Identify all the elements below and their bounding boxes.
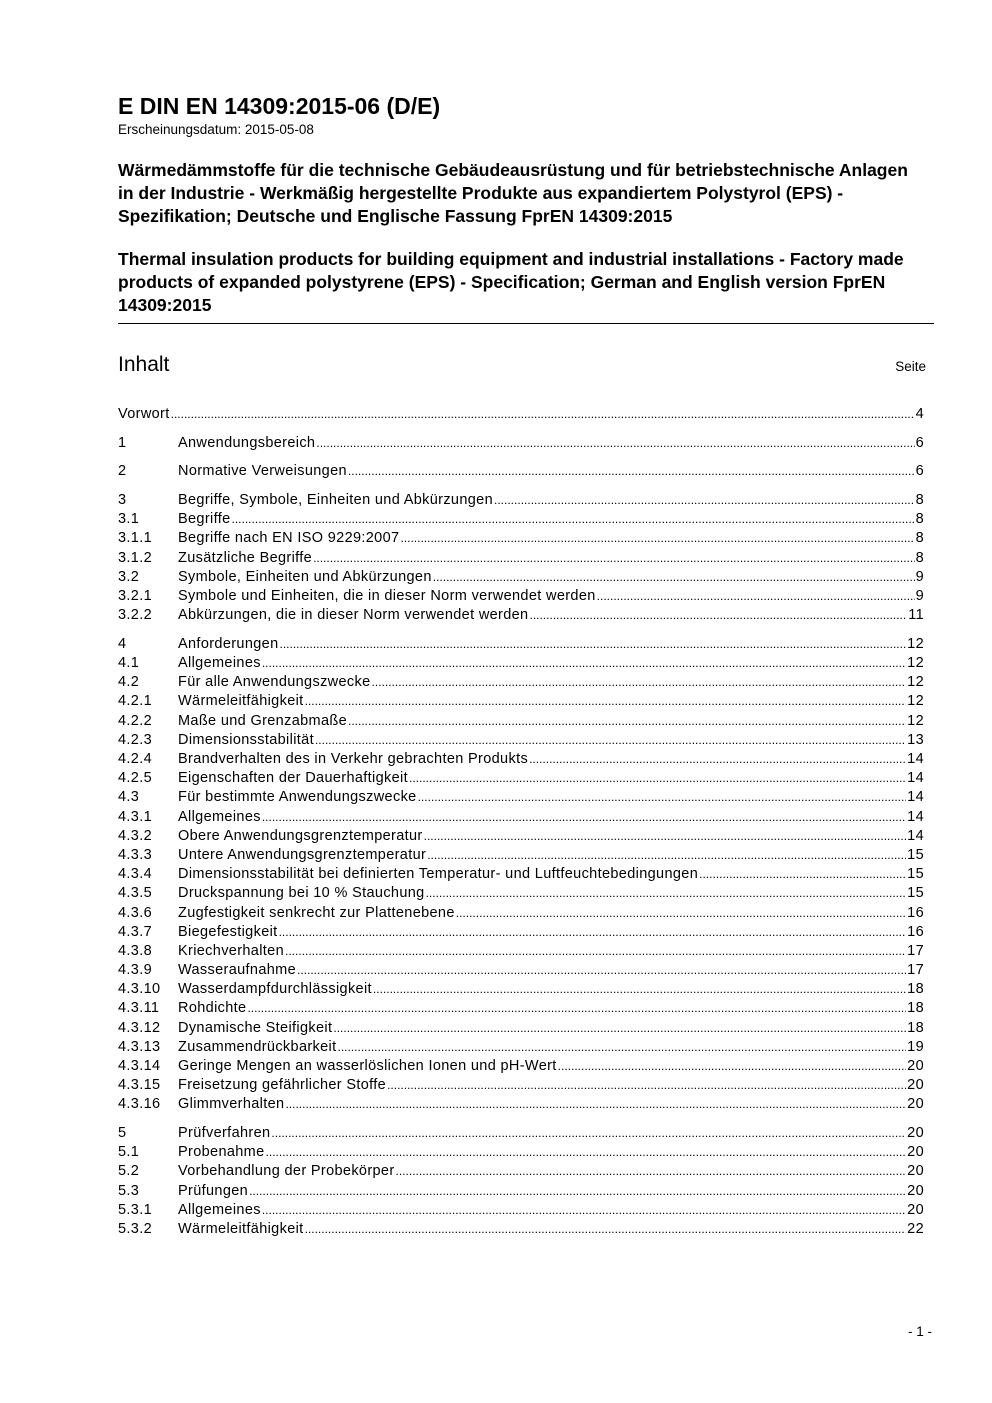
- toc-entry[interactable]: [118, 1183, 924, 1202]
- toc-entry-page: 4: [915, 406, 924, 422]
- toc-entry[interactable]: [118, 492, 924, 511]
- toc-dot-leader: [262, 1202, 906, 1218]
- page-number: - 1 -: [907, 1324, 932, 1339]
- toc-dot-leader: [597, 588, 915, 604]
- toc-entry-number: 4.2.2: [118, 712, 152, 729]
- toc-entry-page: 17: [907, 942, 924, 959]
- toc-entry-number: 4.2.3: [118, 731, 152, 748]
- toc-entry-title: Symbole und Einheiten, die in dieser Norm verwendet werden: [178, 588, 596, 604]
- toc-entry-number: 1: [118, 434, 127, 451]
- toc-entry-title: Obere Anwendungsgrenztemperatur: [178, 827, 423, 844]
- toc-entry-title: Begriffe nach EN ISO 9229:2007: [178, 530, 400, 547]
- toc-entry-page: 20: [907, 1077, 924, 1094]
- toc-entry[interactable]: [118, 943, 924, 962]
- toc-dot-leader: [305, 693, 907, 709]
- toc-entry-number: 4.3.10: [118, 981, 161, 998]
- toc-entry[interactable]: [118, 1096, 924, 1115]
- toc-entry-page: 20: [907, 1058, 924, 1074]
- toc-entry[interactable]: [118, 981, 924, 1000]
- toc-entry-title: Für alle Anwendungszwecke: [178, 674, 371, 691]
- toc-entry-page: 20: [907, 1182, 924, 1199]
- toc-dot-leader: [249, 1183, 906, 1199]
- toc-entry[interactable]: [118, 1221, 924, 1240]
- toc-entry[interactable]: [118, 770, 924, 789]
- toc-entry-number: 5.3.1: [118, 1201, 152, 1218]
- toc-entry-number: 4.2.1: [118, 693, 152, 710]
- toc-entry-number: 4.3.7: [118, 923, 152, 940]
- toc-entry-number: 3: [118, 492, 127, 509]
- toc-entry-page: 18: [907, 1019, 924, 1036]
- toc-entry-title: Wasserdampfdurchlässigkeit: [178, 981, 372, 998]
- toc-entry-title: Abkürzungen, die in dieser Norm verwendet werden: [178, 607, 529, 624]
- toc-entry[interactable]: [118, 569, 924, 588]
- toc-entry-title: Untere Anwendungsgrenztemperatur: [178, 846, 427, 863]
- toc-entry-page: 9: [915, 588, 924, 604]
- toc-entry-page: 16: [907, 904, 924, 921]
- toc-entry-page: 9: [915, 568, 924, 585]
- toc-entry-page: 20: [907, 1163, 924, 1180]
- toc-entry-number: 5.2: [118, 1163, 140, 1180]
- toc-entry[interactable]: [118, 1000, 924, 1019]
- toc-dot-leader: [305, 1221, 907, 1237]
- toc-dot-leader: [426, 885, 907, 901]
- toc-entry[interactable]: [118, 655, 924, 674]
- toc-entry-title: Prüfungen: [178, 1182, 249, 1199]
- toc-entry-number: 2: [118, 463, 127, 480]
- toc-entry[interactable]: [118, 636, 924, 655]
- toc-dot-leader: [271, 1125, 906, 1141]
- toc-entry-number: 4.3.15: [118, 1077, 161, 1094]
- toc-dot-leader: [266, 1144, 907, 1160]
- toc-dot-leader: [494, 492, 915, 508]
- toc-entry-page: 12: [907, 674, 924, 691]
- toc-entry-number: 4.3.5: [118, 885, 152, 902]
- toc-entry[interactable]: [118, 530, 924, 549]
- toc-entry-page: 18: [907, 1000, 924, 1017]
- toc-entry-number: 4.2.4: [118, 751, 152, 767]
- publication-date: Erscheinungsdatum: 2015-05-08: [118, 122, 314, 137]
- toc-entry-number: 4.3.2: [118, 827, 152, 844]
- toc-entry-page: 8: [915, 511, 924, 528]
- toc-entry-number: 4.3.1: [118, 808, 152, 825]
- toc-entry-page: 15: [907, 846, 924, 863]
- toc-entry[interactable]: [118, 713, 924, 732]
- toc-dot-leader: [372, 674, 907, 690]
- toc-dot-leader: [262, 809, 906, 825]
- toc-entry-page: 6: [915, 463, 924, 480]
- toc-entry[interactable]: [118, 751, 924, 770]
- toc-entry-page: 14: [907, 808, 924, 825]
- toc-entry-title: Symbole, Einheiten und Abkürzungen: [178, 568, 432, 585]
- toc-entry-page: 18: [907, 981, 924, 998]
- title-english: Thermal insulation products for building equipment and industrial installations - Factory made products of expanded polystyrene (EPS) - Specification; German and English version FprEN 14309:2015: [118, 249, 904, 315]
- toc-entry-title: Biegefestigkeit: [178, 923, 278, 940]
- toc-entry-number: 4.3.9: [118, 962, 152, 979]
- toc-dot-leader: [409, 770, 906, 786]
- title-german: Wärmedämmstoffe für die technische Gebäudeausrüstung und für betriebstechnische Anlagen in der Industrie - Werkmäßig hergestellte Produkte aus expandiertem Polystyrol (EPS) - Spezifikation; Deutsche und Englische Fassung FprEN 14309:2015: [118, 160, 908, 226]
- toc-dot-leader: [558, 1058, 906, 1074]
- toc-dot-leader: [285, 1096, 906, 1112]
- toc-entry-number: 4.3.6: [118, 904, 152, 921]
- toc-entry[interactable]: [118, 588, 924, 607]
- toc-group: [118, 406, 924, 425]
- toc-dot-leader: [171, 406, 915, 422]
- toc-dot-leader: [348, 463, 915, 479]
- toc-entry-page: 22: [907, 1221, 924, 1237]
- toc-dot-leader: [262, 655, 906, 671]
- toc-entry-number: 4.3.8: [118, 942, 152, 959]
- toc-group: [118, 492, 924, 626]
- toc-dot-leader: [333, 1020, 906, 1036]
- toc-entry-title: Dimensionsstabilität: [178, 731, 314, 748]
- toc-entry[interactable]: [118, 1058, 924, 1077]
- toc-entry-number: 4: [118, 635, 127, 652]
- toc-entry-number: 3.1.1: [118, 530, 152, 547]
- toc-entry-title: Vorwort: [118, 406, 170, 422]
- toc-entry-title: Begriffe, Symbole, Einheiten und Abkürzungen: [178, 492, 494, 509]
- toc-dot-leader: [433, 569, 915, 585]
- toc-entry-title: Geringe Mengen an wasserlöslichen Ionen und pH-Wert: [178, 1058, 557, 1074]
- toc-dot-leader: [348, 713, 906, 729]
- toc-entry[interactable]: [118, 435, 924, 454]
- toc-entry-number: 4.3.12: [118, 1019, 161, 1036]
- toc-entry[interactable]: [118, 866, 924, 885]
- toc-entry[interactable]: [118, 789, 924, 808]
- toc-entry[interactable]: [118, 511, 924, 530]
- toc-entry[interactable]: [118, 1163, 924, 1182]
- toc-entry-title: Wasseraufnahme: [178, 962, 296, 979]
- toc-entry[interactable]: [118, 905, 924, 924]
- toc-entry-number: 4.2.5: [118, 770, 152, 787]
- toc-entry[interactable]: [118, 1144, 924, 1163]
- toc-entry-page: 14: [907, 770, 924, 787]
- toc-entry-title: Glimmverhalten: [178, 1096, 285, 1113]
- toc-dot-leader: [232, 511, 915, 527]
- toc-entry-title: Maße und Grenzabmaße: [178, 712, 347, 729]
- toc-dot-leader: [427, 847, 906, 863]
- toc-entry-title: Vorbehandlung der Probekörper: [178, 1163, 395, 1180]
- toc-entry-page: 16: [907, 923, 924, 940]
- toc-entry-page: 14: [907, 789, 924, 806]
- toc-entry[interactable]: [118, 1077, 924, 1096]
- toc-entry-number: 4.3.13: [118, 1038, 161, 1055]
- toc-entry-page: 17: [907, 962, 924, 979]
- toc-entry[interactable]: [118, 607, 924, 626]
- toc-entry-title: Dynamische Steifigkeit: [178, 1019, 333, 1036]
- toc-entry-title: Druckspannung bei 10 % Stauchung: [178, 885, 425, 902]
- toc-dot-leader: [529, 607, 907, 623]
- toc-entry-title: Allgemeines: [178, 1201, 261, 1218]
- toc-entry-number: 4.3: [118, 789, 140, 806]
- toc-dot-leader: [279, 924, 907, 940]
- toc-entry-title: Normative Verweisungen: [178, 463, 347, 480]
- toc-entry-number: 4.3.11: [118, 1000, 160, 1017]
- toc-entry-title: Zusammendrückbarkeit: [178, 1038, 337, 1055]
- toc-entry-title: Allgemeines: [178, 655, 261, 672]
- toc-entry-page: 11: [908, 607, 924, 624]
- toc-entry[interactable]: [118, 828, 924, 847]
- toc-entry-title: Rohdichte: [178, 1000, 247, 1017]
- toc-group: [118, 435, 924, 454]
- toc-entry[interactable]: [118, 1125, 924, 1144]
- toc-dot-leader: [699, 866, 906, 882]
- toc-dot-leader: [247, 1000, 906, 1016]
- toc-entry-title: Zusätzliche Begriffe: [178, 549, 313, 566]
- toc-dot-leader: [316, 435, 914, 451]
- toc-entry-number: 4.3.14: [118, 1058, 161, 1074]
- toc-entry-page: 15: [907, 885, 924, 902]
- toc-dot-leader: [338, 1039, 907, 1055]
- toc-entry-title: Freisetzung gefährlicher Stoffe: [178, 1077, 387, 1094]
- toc-dot-leader: [315, 732, 906, 748]
- toc-entry-page: 8: [915, 549, 924, 566]
- toc-dot-leader: [456, 905, 906, 921]
- toc-header: [118, 352, 926, 378]
- toc-entry[interactable]: [118, 674, 924, 693]
- document-page: [118, 92, 934, 1250]
- toc-dot-leader: [418, 789, 907, 805]
- toc-entry-title: Für bestimmte Anwendungszwecke: [178, 789, 417, 806]
- toc-page-column-label: Seite: [895, 359, 926, 374]
- toc-dot-leader: [529, 751, 906, 767]
- toc-entry[interactable]: [118, 1039, 924, 1058]
- toc-entry-title: Anwendungsbereich: [178, 434, 316, 451]
- toc-entry-title: Wärmeleitfähigkeit: [178, 1221, 304, 1237]
- toc-dot-leader: [373, 981, 906, 997]
- toc-entry[interactable]: [118, 924, 924, 943]
- toc-entry-number: 5.3.2: [118, 1221, 152, 1237]
- toc-entry-number: 4.2: [118, 674, 140, 691]
- toc-heading: Inhalt: [118, 353, 170, 376]
- toc-entry-number: 3.2.2: [118, 607, 152, 624]
- table-of-contents: [118, 406, 924, 1240]
- toc-entry-number: 3.1.2: [118, 549, 152, 566]
- toc-entry-page: 14: [907, 827, 924, 844]
- toc-entry-number: 4.3.3: [118, 846, 152, 863]
- toc-entry-title: Probenahme: [178, 1144, 265, 1161]
- document-id: E DIN EN 14309:2015-06 (D/E): [118, 93, 441, 119]
- toc-entry-number: 3.2: [118, 568, 140, 585]
- toc-entry-page: 12: [907, 635, 924, 652]
- toc-entry-title: Wärmeleitfähigkeit: [178, 693, 304, 710]
- toc-entry-number: 4.3.4: [118, 866, 152, 883]
- toc-dot-leader: [285, 943, 906, 959]
- toc-entry-number: 5: [118, 1125, 127, 1142]
- toc-entry-title: Begriffe: [178, 511, 231, 528]
- toc-dot-leader: [400, 530, 914, 546]
- toc-dot-leader: [424, 828, 907, 844]
- toc-group: [118, 636, 924, 1116]
- toc-entry-page: 20: [907, 1096, 924, 1113]
- toc-entry-title: Allgemeines: [178, 808, 261, 825]
- toc-entry-number: 4.1: [118, 655, 140, 672]
- toc-entry-page: 12: [907, 693, 924, 710]
- toc-entry-page: 12: [907, 712, 924, 729]
- toc-entry-page: 13: [907, 731, 924, 748]
- toc-entry-number: 5.3: [118, 1182, 140, 1199]
- toc-entry[interactable]: [118, 809, 924, 828]
- toc-dot-leader: [313, 550, 915, 566]
- toc-entry-title: Prüfverfahren: [178, 1125, 271, 1142]
- toc-entry-page: 6: [915, 434, 924, 451]
- toc-entry-title: Dimensionsstabilität bei definierten Temperatur- und Luftfeuchtebedingungen: [178, 866, 699, 883]
- toc-entry-page: 15: [907, 866, 924, 883]
- toc-entry-page: 8: [915, 530, 924, 547]
- toc-entry[interactable]: [118, 1202, 924, 1221]
- toc-entry-page: 20: [907, 1201, 924, 1218]
- toc-entry-number: 4.3.16: [118, 1096, 161, 1113]
- toc-dot-leader: [297, 962, 906, 978]
- toc-entry-number: 3.1: [118, 511, 140, 528]
- toc-entry-page: 19: [907, 1038, 924, 1055]
- toc-entry[interactable]: [118, 885, 924, 904]
- toc-entry[interactable]: [118, 693, 924, 712]
- title-divider: [118, 323, 934, 324]
- toc-entry-page: 20: [907, 1125, 924, 1142]
- toc-entry-page: 8: [915, 492, 924, 509]
- toc-group: [118, 463, 924, 482]
- toc-entry-title: Anforderungen: [178, 635, 279, 652]
- toc-entry-title: Brandverhalten des in Verkehr gebrachten Produkts: [178, 751, 529, 767]
- toc-entry-title: Zugfestigkeit senkrecht zur Plattenebene: [178, 904, 455, 921]
- toc-entry-page: 20: [907, 1144, 924, 1161]
- toc-entry[interactable]: [118, 847, 924, 866]
- toc-entry[interactable]: [118, 1020, 924, 1039]
- toc-entry[interactable]: [118, 406, 924, 425]
- toc-entry-page: 14: [907, 751, 924, 767]
- toc-entry-number: 5.1: [118, 1144, 140, 1161]
- toc-entry-number: 3.2.1: [118, 588, 152, 604]
- toc-entry[interactable]: [118, 962, 924, 981]
- toc-entry-title: Eigenschaften der Dauerhaftigkeit: [178, 770, 408, 787]
- toc-entry[interactable]: [118, 463, 924, 482]
- toc-group: [118, 1125, 924, 1240]
- toc-entry[interactable]: [118, 732, 924, 751]
- toc-entry-page: 12: [907, 655, 924, 672]
- toc-dot-leader: [387, 1077, 906, 1093]
- toc-dot-leader: [396, 1163, 907, 1179]
- toc-dot-leader: [280, 636, 907, 652]
- toc-entry-title: Kriechverhalten: [178, 942, 284, 959]
- toc-entry[interactable]: [118, 550, 924, 569]
